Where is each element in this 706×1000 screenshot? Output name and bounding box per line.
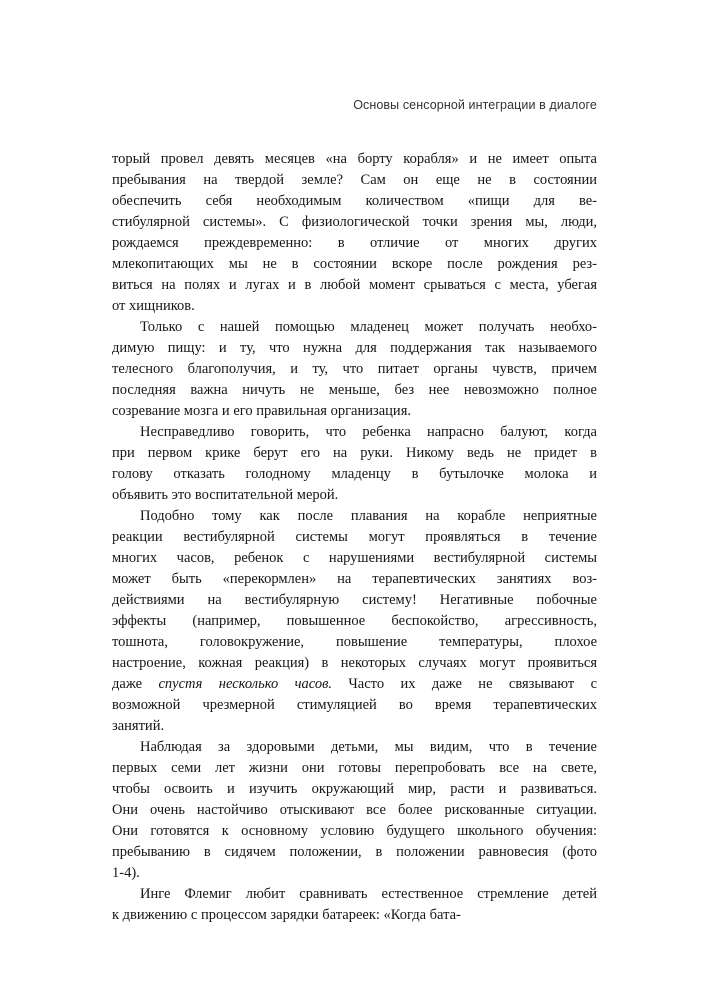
text-line: Несправедливо говорить, что ребенка напрасно балуют, когда xyxy=(140,424,597,440)
text-line: обеспечить себя необходимым количеством «пищи для ве- xyxy=(112,193,597,209)
text-line: рождаемся преждевременно: в отличие от многих других xyxy=(112,235,597,251)
paragraph xyxy=(112,149,597,317)
paragraph xyxy=(112,737,597,884)
text-run: Часто их даже не связывают с xyxy=(332,676,597,692)
paragraph xyxy=(112,422,597,506)
text-line: Инге Флемиг любит сравнивать естественное стремление детей xyxy=(140,886,597,902)
text-line: Наблюдая за здоровыми детьми, мы видим, что в течение xyxy=(140,739,597,755)
text-line: млекопитающих мы не в состоянии вскоре после рождения рез- xyxy=(112,256,597,272)
text-line: последняя важна ничуть не меньше, без нее невозможно полное xyxy=(112,382,597,398)
text-line: при первом крике берут его на руки. Никому ведь не придет в xyxy=(112,445,597,461)
text-line: действиями на вестибулярную систему! Негативные побочные xyxy=(112,592,597,608)
paragraph xyxy=(112,884,597,926)
text-line: стибулярной системы». С физиологической точки зрения мы, люди, xyxy=(112,214,597,230)
text-line: настроение, кожная реакция) в некоторых случаях могут проявиться xyxy=(112,655,597,671)
text-line: возможной чрезмерной стимуляцией во время терапевтических xyxy=(112,697,597,713)
italic-run: спустя несколько часов. xyxy=(158,676,332,692)
text-block xyxy=(112,149,597,926)
text-line: Только с нашей помощью младенец может получать необхо- xyxy=(140,319,597,335)
text-line: голову отказать голодному младенцу в бутылочке молока и xyxy=(112,466,597,482)
text-line: пребывания на твердой земле? Сам он еще не в состоянии xyxy=(112,172,597,188)
text-line: реакции вестибулярной системы могут проявляться в течение xyxy=(112,529,597,545)
text-line: 1-4). xyxy=(112,865,140,881)
text-line: димую пищу: и ту, что нужна для поддержания так называемого xyxy=(112,340,597,356)
running-header: Основы сенсорной интеграции в диалоге xyxy=(353,98,597,112)
text-line: Они очень настойчиво отыскивают все более рискованные ситуации. xyxy=(112,802,597,818)
text-line: многих часов, ребенок с нарушениями вестибулярной системы xyxy=(112,550,597,566)
text-line: чтобы освоить и изучить окружающий мир, расти и развиваться. xyxy=(112,781,597,797)
text-line: Подобно тому как после плавания на корабле неприятные xyxy=(140,508,597,524)
text-line: пребыванию в сидячем положении, в положении равновесия (фото xyxy=(112,844,597,860)
text-line: тошнота, головокружение, повышение температуры, плохое xyxy=(112,634,597,650)
text-line: виться на полях и лугах и в любой момент срываться с места, убегая xyxy=(112,277,597,293)
text-line: торый провел девять месяцев «на борту корабля» и не имеет опыта xyxy=(112,151,597,167)
text-run: даже xyxy=(112,676,159,692)
text-line: объявить это воспитательной мерой. xyxy=(112,487,339,503)
text-line xyxy=(112,674,597,695)
text-line: эффекты (например, повышенное беспокойство, агрессивность, xyxy=(112,613,597,629)
text-line: телесного благополучия, и ту, что питает органы чувств, причем xyxy=(112,361,597,377)
text-line: к движению с процессом зарядки батареек: «Когда бата- xyxy=(112,907,461,923)
text-line: занятий. xyxy=(112,718,165,734)
paragraph xyxy=(112,506,597,737)
text-line: Они готовятся к основному условию будущего школьного обучения: xyxy=(112,823,597,839)
text-line: первых семи лет жизни они готовы перепробовать все на свете, xyxy=(112,760,597,776)
text-line: от хищников. xyxy=(112,298,195,314)
text-line: созревание мозга и его правильная организация. xyxy=(112,403,411,419)
paragraph xyxy=(112,317,597,422)
text-line: может быть «перекормлен» на терапевтических занятиях воз- xyxy=(112,571,597,587)
